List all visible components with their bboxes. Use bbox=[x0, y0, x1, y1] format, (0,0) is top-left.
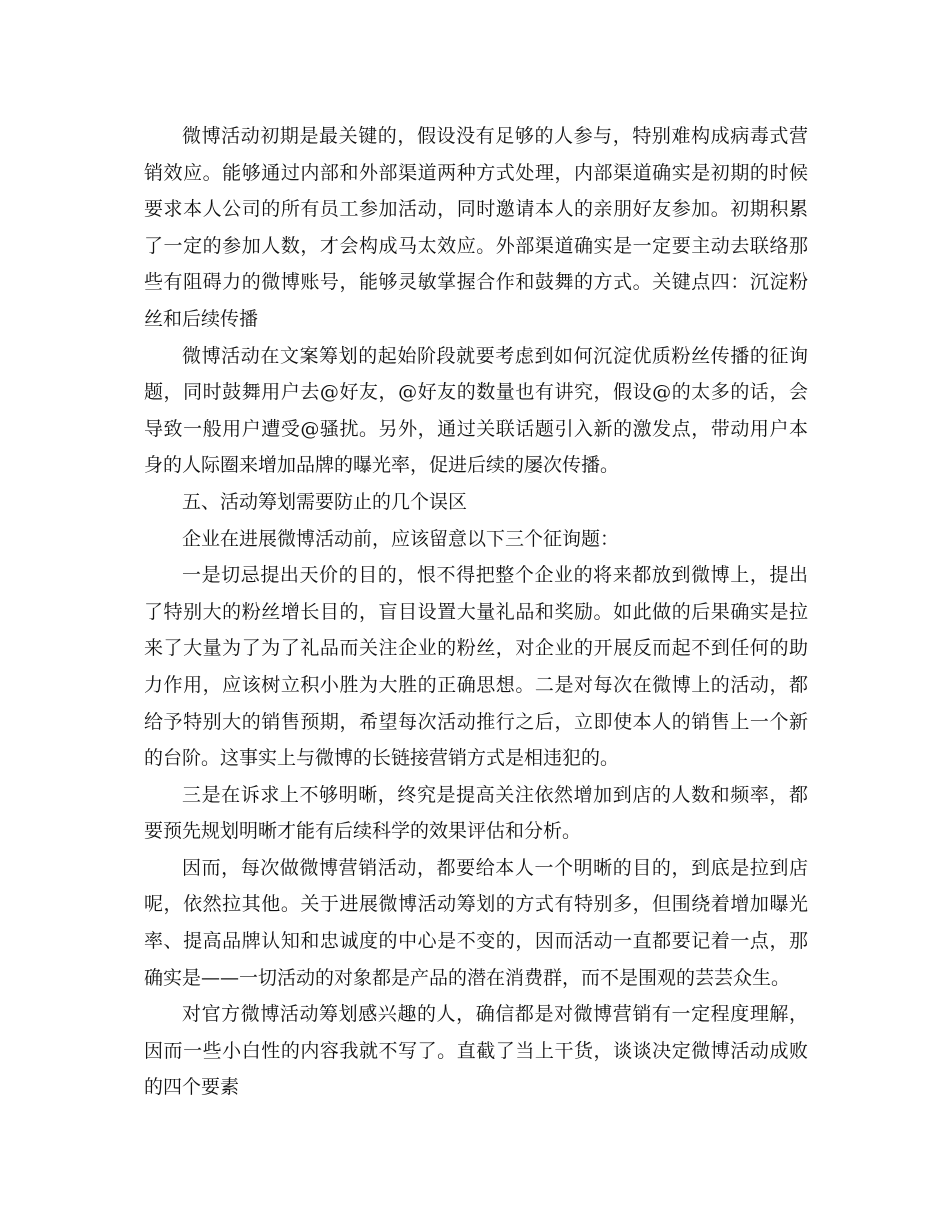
section-heading-mistakes: 五、活动筹划需要防止的几个误区 bbox=[182, 490, 468, 513]
paragraph-fan-retention: 微博活动在文案筹划的起始阶段就要考虑到如何沉淀优质粉丝传播的征询题，同时鼓舞用户去@好友，@好友的数量也有讲究，假设@的太多的话，会导致一般用户遭受@骚扰。另外，通过关联话题引入新的激发点，带动用户本身的人际圈来增加品牌的曝光率，促进后续的屡次传播。 bbox=[144, 344, 808, 477]
paragraph-clear-goal: 因而，每次做微博营销活动，都要给本人一个明晰的目的，到底是拉到店呢，依然拉其他。关于进展微博活动筹划的方式有特别多，但围绕着增加曝光率、提高品牌认知和忠诚度的中心是不变的，因而活动一直都要记着一点，那确实是——一切活动的对象都是产品的潜在消费群，而不是围观的芸芸众生。 bbox=[144, 856, 808, 989]
paragraph-key-point-participation: 微博活动初期是最关键的，假设没有足够的人参与，特别难构成病毒式营销效应。能够通过内部和外部渠道两种方式处理，内部渠道确实是初期的时候要求本人公司的所有员工参加活动，同时邀请本人的亲朋好友参加。初期积累了一定的参加人数，才会构成马太效应。外部渠道确实是一定要主动去联络那些有阻碍力的微博账号，能够灵敏掌握合作和鼓舞的方式。关键点四：沉淀粉丝和后续传播 bbox=[144, 125, 808, 330]
paragraph-issue-three: 三是在诉求上不够明晰，终究是提高关注依然增加到店的人数和频率，都要预先规划明晰才能有后续科学的效果评估和分析。 bbox=[144, 783, 808, 843]
paragraph-issues-one-two: 一是切忌提出天价的目的，恨不得把整个企业的将来都放到微博上，提出了特别大的粉丝增长目的，盲目设置大量礼品和奖励。如此做的后果确实是拉来了大量为了为了礼品而关注企业的粉丝，对企业的开展反而起不到任何的助力作用，应该树立积小胜为大胜的正确思想。二是对每次在微博上的活动，都给予特别大的销售预期，希望每次活动推行之后，立即使本人的销售上一个新的台阶。这事实上与微博的长链接营销方式是相违犯的。 bbox=[144, 564, 808, 770]
document-body bbox=[144, 118, 808, 1106]
paragraph-three-issues-intro: 企业在进展微博活动前，应该留意以下三个征询题： bbox=[182, 527, 620, 550]
paragraph-four-elements-intro: 对官方微博活动筹划感兴趣的人，确信都是对微博营销有一定程度理解，因而一些小白性的内容我就不写了。直截了当上干货，谈谈决定微博活动成败的四个要素 bbox=[144, 1003, 808, 1099]
